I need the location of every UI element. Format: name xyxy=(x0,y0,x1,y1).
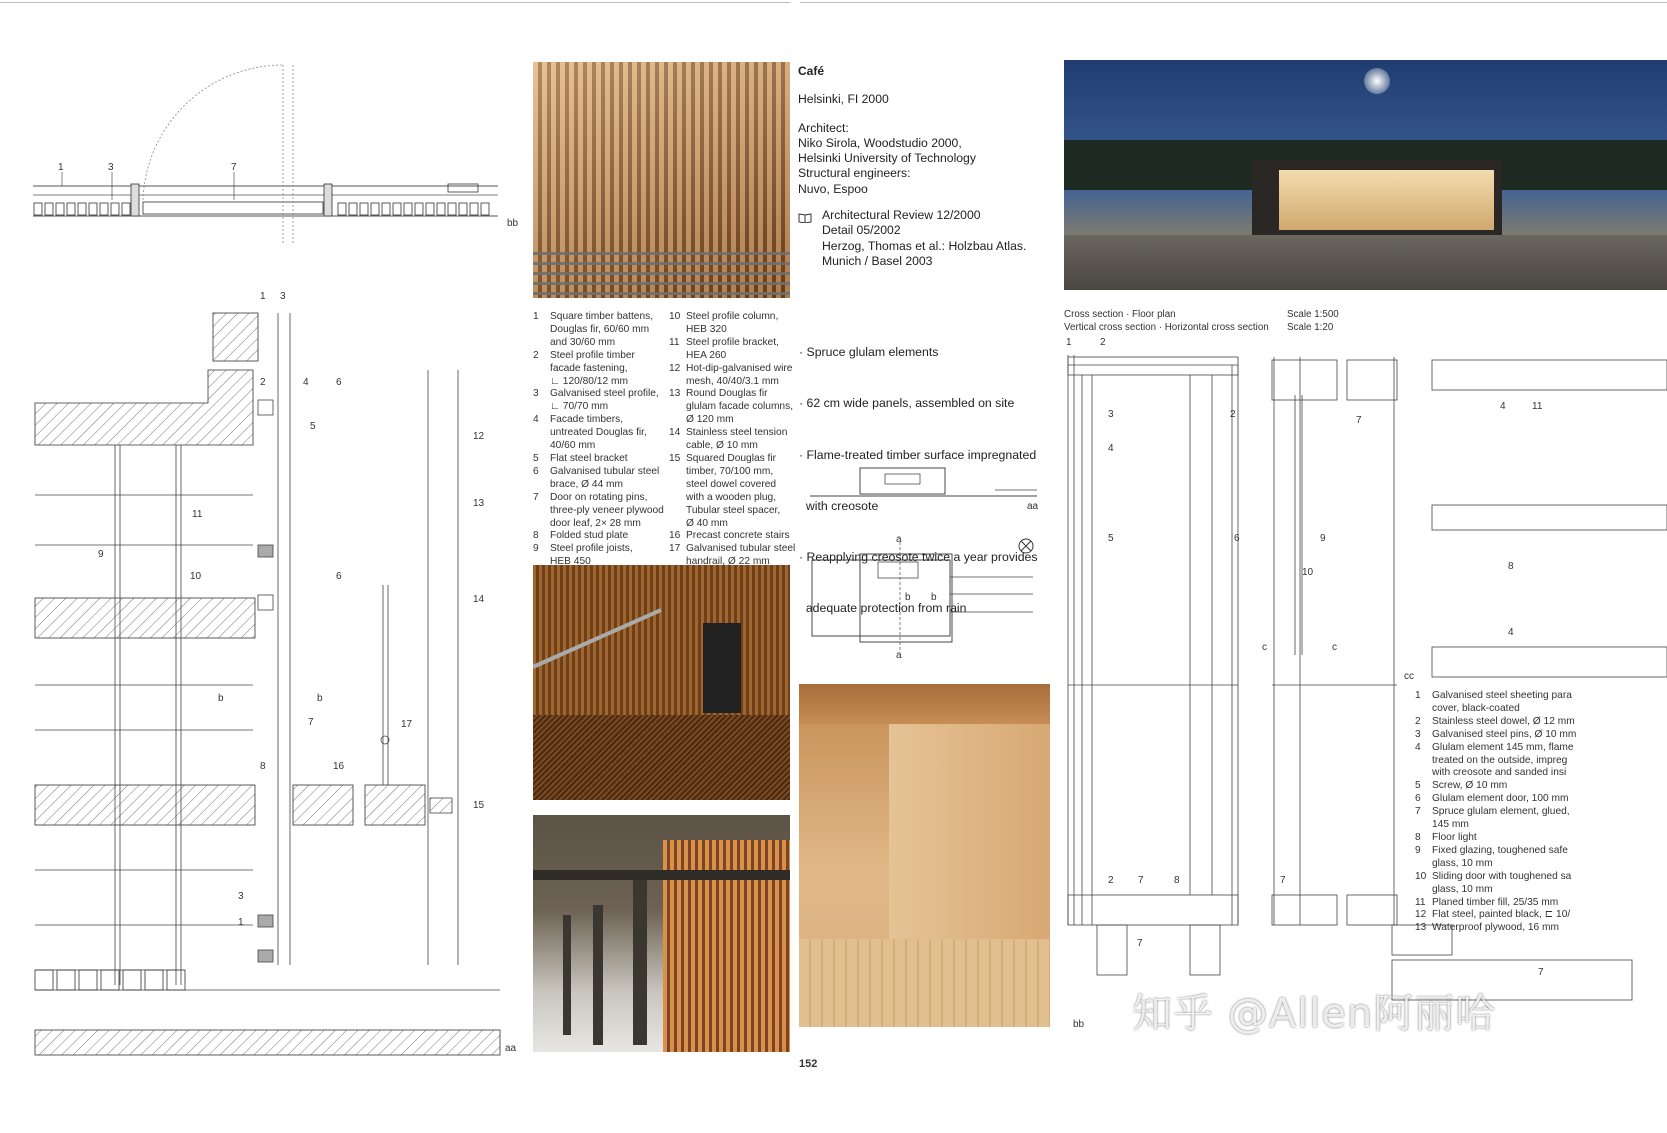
legend-line: Glulam element 145 mm, flame xyxy=(1432,741,1574,753)
legend-item xyxy=(669,427,799,453)
legend-line: Spruce glulam element, glued, xyxy=(1432,806,1570,818)
legend-line: Precast concrete stairs xyxy=(686,530,790,542)
page-number: 152 xyxy=(799,1058,818,1070)
legend-item xyxy=(533,388,668,414)
legend-line: treated on the outside, impreg xyxy=(1432,754,1568,766)
legend-line: Hot-dip-galvanised wire xyxy=(686,362,793,374)
legend-item xyxy=(1415,922,1667,935)
legend-line: cover, black-coated xyxy=(1432,702,1520,714)
legend-text xyxy=(686,453,799,530)
bullet-item: · Spruce glulam elements xyxy=(799,345,939,359)
legend-line: Tubular steel spacer, xyxy=(686,504,781,516)
legend-line: Glulam element door, 100 mm xyxy=(1432,793,1569,805)
legend-number: 17 xyxy=(669,543,681,555)
night-exterior-photo xyxy=(1064,60,1667,290)
legend-line: Steel profile joists, xyxy=(550,543,633,555)
legend-line: Flat steel bracket xyxy=(550,452,628,464)
reference-item: Herzog, Thomas et al.: Holzbau Atlas. xyxy=(822,238,1027,253)
legend-text xyxy=(550,492,668,531)
legend-text xyxy=(1432,922,1667,935)
svg-text:7: 7 xyxy=(308,717,314,728)
legend-line: Ø 120 mm xyxy=(686,414,734,426)
section-label-aa-small: aa xyxy=(1027,501,1039,512)
facade-battens-photo xyxy=(533,62,790,298)
bullet-item: with creosote xyxy=(799,498,879,513)
plan-drawing-bb xyxy=(28,60,528,250)
bullet-item: · 62 cm wide panels, assembled on site xyxy=(799,396,1015,411)
legend-item xyxy=(669,388,799,427)
legend-line: Squared Douglas fir xyxy=(686,452,777,464)
svg-text:a: a xyxy=(896,650,902,661)
legend-item xyxy=(1415,690,1667,716)
svg-text:b: b xyxy=(218,693,224,704)
legend-line: 40/60 mm xyxy=(550,440,596,452)
section-label-bb-right: bb xyxy=(1073,1019,1085,1030)
svg-text:1: 1 xyxy=(260,291,266,302)
legend-text xyxy=(686,427,799,453)
legend-item xyxy=(1415,845,1667,871)
reference-item: Architectural Review 12/2000 xyxy=(822,208,981,222)
legend-text xyxy=(1432,716,1667,729)
scale-value: Scale 1:500 xyxy=(1287,309,1339,320)
legend-text xyxy=(550,414,668,453)
legend-line: handrail, Ø 22 mm xyxy=(686,556,770,568)
legend-text xyxy=(550,388,668,414)
svg-text:3: 3 xyxy=(238,891,244,902)
legend-line: Galvanised steel pins, Ø 10 mm xyxy=(1432,728,1577,740)
legend-line: Floor light xyxy=(1432,831,1477,843)
legend-number: 12 xyxy=(669,362,681,374)
legend-line: steel dowel covered xyxy=(686,478,777,490)
svg-text:7: 7 xyxy=(1356,415,1362,426)
book-icon xyxy=(798,210,812,221)
bullet-item: · Reapplying creosote twice a year provides xyxy=(799,550,1038,565)
legend-line: Sliding door with toughened sa xyxy=(1432,870,1572,882)
svg-text:7: 7 xyxy=(1280,875,1286,886)
legend-item xyxy=(1415,742,1667,781)
legend-item xyxy=(1415,832,1667,845)
legend-text xyxy=(550,530,668,543)
legend-line: 145 mm xyxy=(1432,819,1469,831)
legend-number: 5 xyxy=(1415,780,1421,792)
legend-item xyxy=(533,530,668,543)
legend-line: Galvanised tubular steel xyxy=(550,465,660,477)
legend-item xyxy=(669,311,799,337)
svg-text:5: 5 xyxy=(1108,533,1114,544)
legend-text xyxy=(1432,871,1667,897)
legend-line: door leaf, 2× 28 mm xyxy=(550,517,641,529)
legend-number: 15 xyxy=(669,452,681,464)
legend-line: Steel profile column, xyxy=(686,311,779,322)
svg-text:1: 1 xyxy=(58,162,64,173)
svg-text:8: 8 xyxy=(1508,561,1514,572)
legend-number: 2 xyxy=(533,349,539,361)
legend-line: timber, 70/100 mm, xyxy=(686,465,774,477)
legend-item xyxy=(669,363,799,389)
svg-text:c: c xyxy=(1262,642,1267,653)
legend-text xyxy=(1432,690,1667,716)
legend-number: 9 xyxy=(533,543,539,555)
legend-text xyxy=(1432,793,1667,806)
legend-text xyxy=(686,311,799,337)
svg-text:4: 4 xyxy=(303,377,309,388)
svg-text:6: 6 xyxy=(336,571,342,582)
legend-number: 4 xyxy=(1415,741,1421,753)
svg-text:9: 9 xyxy=(1320,533,1326,544)
svg-text:15: 15 xyxy=(473,800,485,811)
drawing-types-line: Cross section · Floor plan xyxy=(1064,309,1176,320)
legend-line: Steel profile bracket, xyxy=(686,336,779,348)
svg-text:9: 9 xyxy=(98,549,104,560)
legend-right xyxy=(1415,690,1667,935)
legend-number: 11 xyxy=(669,336,680,348)
svg-text:3: 3 xyxy=(1108,409,1114,420)
svg-text:10: 10 xyxy=(1302,567,1314,578)
legend-line: cable, Ø 10 mm xyxy=(686,440,758,452)
legend-number: 8 xyxy=(1415,831,1421,843)
legend-number: 13 xyxy=(1415,922,1427,934)
svg-text:c: c xyxy=(1332,642,1337,653)
legend-line: Folded stud plate xyxy=(550,530,629,542)
legend-item xyxy=(1415,780,1667,793)
svg-text:10: 10 xyxy=(190,571,202,582)
legend-line: Douglas fir, 60/60 mm xyxy=(550,323,650,335)
legend-number: 16 xyxy=(669,530,681,542)
svg-text:2: 2 xyxy=(1230,409,1236,420)
legend-item xyxy=(533,311,668,350)
legend-line: with a wooden plug, xyxy=(686,491,777,503)
stair-interior-photo xyxy=(533,565,790,800)
legend-item xyxy=(1415,897,1667,910)
svg-text:7: 7 xyxy=(231,162,237,173)
legend-number: 6 xyxy=(1415,793,1421,805)
legend-number: 2 xyxy=(1415,715,1421,727)
legend-number: 12 xyxy=(1415,909,1427,921)
architect-line: Niko Sirola, Woodstudio 2000, xyxy=(798,135,962,150)
legend-text xyxy=(686,337,799,363)
legend-text xyxy=(686,363,799,389)
legend-line: ∟ 70/70 mm xyxy=(550,401,609,413)
legend-line: Flat steel, painted black, ⊏ 10/ xyxy=(1432,909,1571,921)
legend-line: Stainless steel tension xyxy=(686,427,788,439)
legend-line: three-ply veneer plywood xyxy=(550,504,664,516)
architect-label: Architect: xyxy=(798,120,849,135)
legend-line: Galvanised tubular steel xyxy=(686,543,796,555)
svg-text:2: 2 xyxy=(260,377,266,388)
legend-text xyxy=(1432,780,1667,793)
legend-line: Waterproof plywood, 16 mm xyxy=(1432,922,1560,934)
legend-item xyxy=(533,414,668,453)
legend-item xyxy=(669,530,799,543)
references xyxy=(798,208,1058,269)
svg-text:4: 4 xyxy=(1500,401,1506,412)
legend-text xyxy=(550,311,668,350)
legend-line: brace, Ø 44 mm xyxy=(550,478,624,490)
legend-number: 10 xyxy=(1415,870,1427,882)
legend-item xyxy=(533,350,668,389)
section-label-bb: bb xyxy=(507,218,519,229)
elevation-drawing-aa xyxy=(805,460,1045,520)
vertical-section-aa xyxy=(28,285,528,1065)
legend-text xyxy=(1432,742,1667,781)
reference-item: Detail 05/2002 xyxy=(822,223,901,238)
architect-line: Helsinki University of Technology xyxy=(798,151,976,166)
legend-line: Fixed glazing, toughened safe xyxy=(1432,844,1568,856)
svg-text:1: 1 xyxy=(238,917,244,928)
interior-wood-room-photo xyxy=(799,684,1050,1027)
legend-text xyxy=(550,350,668,389)
legend-text xyxy=(1432,729,1667,742)
legend-line: Door on rotating pins, xyxy=(550,491,648,503)
watermark-text: 知乎 @Allen阿丽哈 xyxy=(1132,991,1497,1037)
legend-text xyxy=(686,543,799,569)
bullet-item: · Flame-treated timber surface impregnated xyxy=(799,447,1037,462)
legend-line: Ø 40 mm xyxy=(686,517,728,529)
svg-text:2: 2 xyxy=(1100,337,1106,348)
legend-line: and 30/60 mm xyxy=(550,336,616,348)
legend-line: Steel profile timber xyxy=(550,349,635,361)
legend-left-col1 xyxy=(533,311,668,569)
legend-line: Planed timber fill, 25/35 mm xyxy=(1432,896,1559,908)
legend-line: Round Douglas fir xyxy=(686,388,768,400)
legend-number: 11 xyxy=(1415,896,1426,908)
legend-number: 14 xyxy=(669,427,681,439)
svg-text:13: 13 xyxy=(473,498,485,509)
legend-line: Square timber battens, xyxy=(550,311,654,322)
legend-number: 1 xyxy=(533,311,539,322)
legend-left-col2 xyxy=(669,311,799,569)
section-label-cc: cc xyxy=(1404,671,1414,682)
svg-text:4: 4 xyxy=(1508,627,1514,638)
legend-line: Galvanised steel profile, xyxy=(550,388,659,400)
legend-text xyxy=(1432,845,1667,871)
drawing-types-line: Vertical cross section · Horizontal cross section xyxy=(1064,321,1269,333)
legend-item xyxy=(533,543,668,569)
legend-item xyxy=(669,453,799,530)
legend-number: 5 xyxy=(533,452,539,464)
legend-item xyxy=(1415,729,1667,742)
legend-number: 4 xyxy=(533,414,539,426)
legend-line: HEB 320 xyxy=(686,323,727,335)
legend-item xyxy=(669,543,799,569)
legend-item xyxy=(1415,909,1667,922)
svg-text:a: a xyxy=(896,534,902,545)
legend-item xyxy=(533,453,668,466)
svg-text:6: 6 xyxy=(1234,533,1240,544)
legend-line: facade fastening, xyxy=(550,362,628,374)
legend-line: Galvanised steel sheeting para xyxy=(1432,690,1572,701)
legend-line: glass, 10 mm xyxy=(1432,857,1493,869)
svg-text:1: 1 xyxy=(1066,337,1072,348)
legend-line: HEA 260 xyxy=(686,349,727,361)
project-location: Helsinki, FI 2000 xyxy=(798,92,889,107)
project-info xyxy=(798,64,1058,197)
project-title: Café xyxy=(798,64,825,78)
legend-text xyxy=(550,466,668,492)
reference-item: Munich / Basel 2003 xyxy=(822,253,933,268)
legend-line: HEB 450 xyxy=(550,556,591,568)
svg-text:b: b xyxy=(905,592,911,603)
legend-number: 6 xyxy=(533,465,539,477)
svg-text:6: 6 xyxy=(336,377,342,388)
legend-item xyxy=(1415,793,1667,806)
legend-item xyxy=(1415,806,1667,832)
legend-text xyxy=(1432,832,1667,845)
bullet-item: adequate protection from rain xyxy=(799,601,967,616)
legend-line: untreated Douglas fir, xyxy=(550,427,647,439)
svg-text:17: 17 xyxy=(401,719,413,730)
legend-line: with creosote and sanded insi xyxy=(1432,767,1567,779)
svg-text:7: 7 xyxy=(1538,967,1544,978)
legend-item xyxy=(669,337,799,363)
section-label-aa: aa xyxy=(505,1043,517,1054)
legend-text xyxy=(1432,806,1667,832)
legend-number: 8 xyxy=(533,530,539,542)
legend-line: ∟ 120/80/12 mm xyxy=(550,375,628,387)
legend-item xyxy=(1415,716,1667,729)
legend-line: mesh, 40/40/3.1 mm xyxy=(686,375,779,387)
svg-text:11: 11 xyxy=(1532,401,1543,412)
legend-line: Stainless steel dowel, Ø 12 mm xyxy=(1432,715,1575,727)
legend-number: 7 xyxy=(1415,806,1421,818)
legend-text xyxy=(1432,909,1667,922)
legend-number: 7 xyxy=(533,491,539,503)
legend-text xyxy=(1432,897,1667,910)
colonnade-photo xyxy=(533,815,790,1052)
floor-plan-drawing xyxy=(808,532,1048,662)
engineers-label: Structural engineers: xyxy=(798,166,911,181)
svg-text:8: 8 xyxy=(260,761,266,772)
legend-number: 13 xyxy=(669,388,681,400)
legend-number: 3 xyxy=(1415,728,1421,740)
engineers-value: Nuvo, Espoo xyxy=(798,181,868,196)
svg-text:5: 5 xyxy=(310,421,316,432)
legend-text xyxy=(550,453,668,466)
legend-item xyxy=(1415,871,1667,897)
svg-text:3: 3 xyxy=(108,162,114,173)
legend-text xyxy=(686,388,799,427)
svg-text:16: 16 xyxy=(333,761,345,772)
legend-item xyxy=(533,492,668,531)
svg-text:b: b xyxy=(931,592,937,603)
legend-text xyxy=(550,543,668,569)
legend-line: Screw, Ø 10 mm xyxy=(1432,780,1508,792)
svg-text:7: 7 xyxy=(1138,875,1144,886)
legend-number: 3 xyxy=(533,388,539,400)
svg-text:11: 11 xyxy=(192,509,203,520)
svg-text:4: 4 xyxy=(1108,443,1114,454)
svg-text:3: 3 xyxy=(280,291,286,302)
legend-number: 9 xyxy=(1415,844,1421,856)
legend-line: glulam facade columns, xyxy=(686,401,794,413)
svg-text:2: 2 xyxy=(1108,875,1114,886)
svg-text:7: 7 xyxy=(1137,938,1143,949)
legend-number: 10 xyxy=(669,311,681,322)
legend-line: Facade timbers, xyxy=(550,414,624,426)
svg-text:12: 12 xyxy=(473,431,485,442)
svg-text:b: b xyxy=(317,693,323,704)
scale-value: Scale 1:20 xyxy=(1287,321,1334,333)
svg-text:14: 14 xyxy=(473,594,485,605)
legend-number: 1 xyxy=(1415,690,1421,701)
legend-item xyxy=(533,466,668,492)
legend-text xyxy=(686,530,799,543)
legend-line: glass, 10 mm xyxy=(1432,883,1493,895)
svg-text:8: 8 xyxy=(1174,875,1180,886)
scale-block xyxy=(1064,309,1464,334)
